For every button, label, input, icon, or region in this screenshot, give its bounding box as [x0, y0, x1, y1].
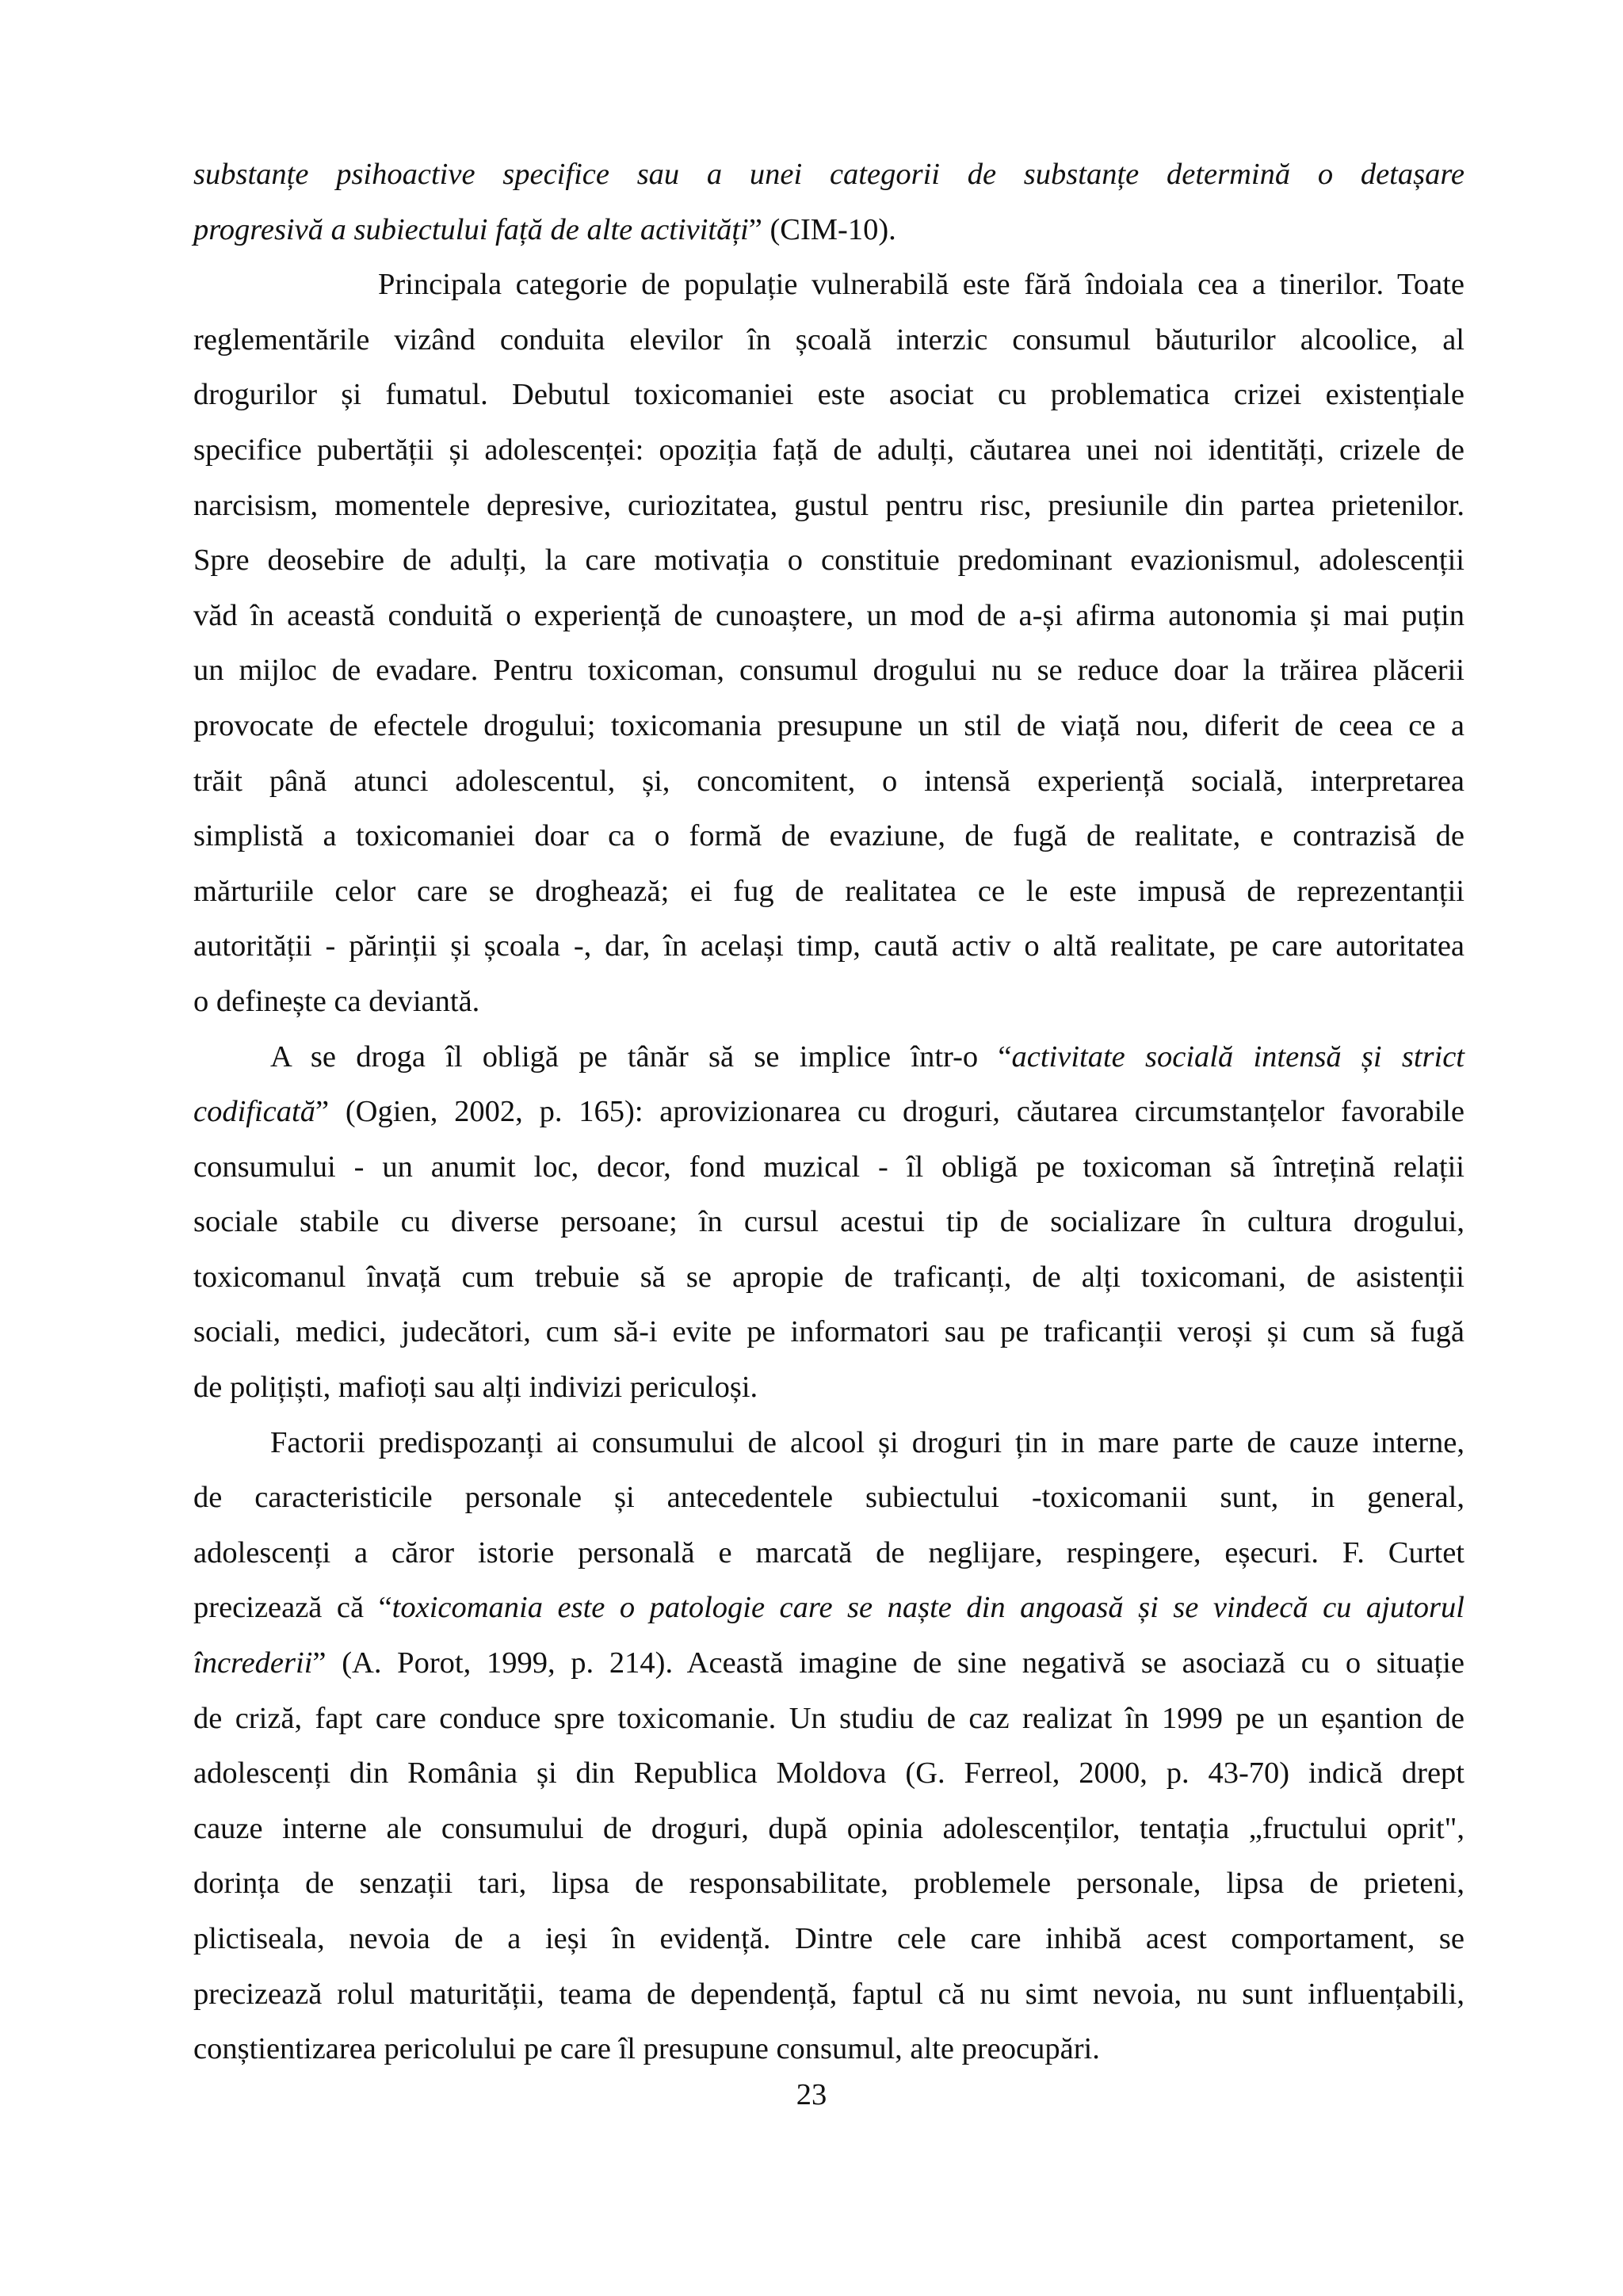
italic-text-segment: toxicomania este o patologie care se naște din angoasă și se vindecă cu ajutorul — [391, 1591, 1465, 1625]
text-line-08 — [193, 533, 1465, 589]
text-segment: sociale stabile cu diverse persoane; în cursul acestui tip de socializare în cultura drogului, — [193, 1205, 1465, 1239]
text-segment: de polițiști, mafioți sau alți indivizi periculoși. — [193, 1371, 758, 1405]
italic-text-segment: codificată — [193, 1095, 315, 1129]
text-line-14 — [193, 864, 1465, 920]
text-line-06 — [193, 423, 1465, 479]
text-segment: dorința de senzații tari, lipsa de responsabilitate, problemele personale, lipsa de prieteni, — [193, 1867, 1465, 1901]
text-segment: precizează rolul maturității, teama de dependență, faptul că nu simt nevoia, nu sunt influențabili, — [193, 1977, 1465, 2011]
text-segment: narcisism, momentele depresive, curiozitatea, gustul pentru risc, presiunile din partea prietenilor. — [193, 488, 1465, 522]
text-line-04 — [193, 313, 1465, 368]
italic-text-segment: substanțe psihoactive specifice sau a unei categorii de substanțe determină o detașare — [193, 158, 1465, 191]
text-line-12 — [193, 754, 1465, 810]
text-line-05 — [193, 368, 1465, 423]
text-line-24 — [193, 1416, 1465, 1471]
text-line-20 — [193, 1195, 1465, 1250]
text-segment: cauze interne ale consumului de droguri, după opinia adolescenților, tentația „fructului oprit", — [193, 1811, 1465, 1845]
text-segment: simplistă a toxicomaniei doar ca o formă de evaziune, de fugă de realitate, e contrazisă de — [193, 819, 1465, 853]
italic-text-segment: activitate socială intensă și strict — [1011, 1039, 1465, 1074]
text-segment: trăit până atunci adolescentul, și, concomitent, o intensă experiență socială, interpretarea — [193, 764, 1465, 798]
text-line-15 — [193, 919, 1465, 974]
text-segment: Factorii predispozanți ai consumului de alcool și droguri țin in mare parte de cauze interne, — [270, 1425, 1465, 1459]
text-line-16 — [193, 974, 1465, 1030]
text-line-23 — [193, 1360, 1465, 1416]
text-line-18 — [193, 1085, 1465, 1140]
text-segment: specifice pubertății și adolescenței: opoziția față de adulți, căutarea unei noi identități, crizele de — [193, 433, 1465, 467]
text-line-35 — [193, 2022, 1465, 2077]
text-segment: mărturiile celor care se droghează; ei fug de realitatea ce le este impusă de reprezentanții — [193, 874, 1465, 908]
text-segment: adolescenți a căror istorie personală e marcată de neglijare, respingere, eșecuri. F. Curtet — [193, 1535, 1465, 1569]
text-line-13 — [193, 809, 1465, 864]
text-line-33 — [193, 1912, 1465, 1967]
text-segment: ” (CIM-10). — [748, 212, 896, 246]
text-line-03 — [193, 257, 1465, 313]
text-segment: ” (A. Porot, 1999, p. 214). Această imagine de sine negativă se asociază cu o situație — [312, 1646, 1465, 1680]
text-line-29 — [193, 1691, 1465, 1747]
text-line-19 — [193, 1140, 1465, 1196]
text-line-32 — [193, 1856, 1465, 1912]
text-segment: ” (Ogien, 2002, p. 165): aprovizionarea cu droguri, căutarea circumstanțelor favorabile — [315, 1095, 1465, 1129]
text-segment: un mijloc de evadare. Pentru toxicoman, consumul drogului nu se reduce doar la trăirea plăcerii — [193, 654, 1465, 688]
text-segment: sociali, medici, judecători, cum să-i evite pe informatori sau pe traficanții veroși și cum să fugă — [193, 1315, 1465, 1349]
italic-text-segment: progresivă a subiectului față de alte activități — [193, 212, 749, 246]
italic-text-segment: încrederii — [193, 1646, 313, 1680]
text-segment: o definește ca deviantă. — [193, 984, 480, 1018]
text-line-34 — [193, 1967, 1465, 2023]
text-line-31 — [193, 1802, 1465, 1857]
text-segment: Principala categorie de populație vulnerabilă este fără îndoiala cea a tinerilor. Toate — [378, 268, 1465, 302]
text-line-30 — [193, 1746, 1465, 1802]
text-segment: plictiseala, nevoia de a ieși în evidență. Dintre cele care inhibă acest comportament, se — [193, 1922, 1465, 1955]
text-segment: de caracteristicile personale și antecedentele subiectului -toxicomanii sunt, in general, — [193, 1481, 1465, 1515]
text-line-22 — [193, 1305, 1465, 1360]
text-segment: precizează că “ — [193, 1591, 392, 1625]
body-text — [193, 147, 1465, 2077]
text-line-25 — [193, 1470, 1465, 1526]
text-segment: conștientizarea pericolului pe care îl presupune consumul, alte preocupări. — [193, 2032, 1100, 2066]
text-segment: drogurilor și fumatul. Debutul toxicomaniei este asociat cu problematica crizei existențiale — [193, 378, 1465, 412]
text-line-02 — [193, 203, 1465, 258]
text-line-17 — [193, 1030, 1465, 1085]
text-segment: A se droga îl obligă pe tânăr să se implice într-o “ — [270, 1039, 1012, 1074]
text-segment: văd în această conduită o experiență de cunoaștere, un mod de a-și afirma autonomia și mai puțin — [193, 598, 1465, 632]
text-line-01 — [193, 147, 1465, 203]
text-line-09 — [193, 589, 1465, 644]
text-line-10 — [193, 643, 1465, 699]
text-line-11 — [193, 699, 1465, 754]
text-line-21 — [193, 1250, 1465, 1306]
text-segment: reglementările vizând conduita elevilor în școală interzic consumul băuturilor alcoolice, al — [193, 322, 1465, 357]
text-segment: toxicomanul învață cum trebuie să se apropie de traficanți, de alți toxicomani, de asistenții — [193, 1260, 1465, 1294]
text-segment: Spre deosebire de adulți, la care motivația o constituie predominant evazionismul, adolescenții — [193, 543, 1465, 578]
text-line-27 — [193, 1581, 1465, 1636]
page-number: 23 — [796, 2078, 827, 2111]
text-segment: adolescenți din România și din Republica Moldova (G. Ferreol, 2000, p. 43-70) indică drept — [193, 1756, 1465, 1791]
text-segment: autorității - părinții și școala -, dar, în același timp, caută activ o altă realitate, pe care autoritatea — [193, 929, 1465, 963]
text-line-26 — [193, 1526, 1465, 1581]
text-line-07 — [193, 479, 1465, 534]
text-line-28 — [193, 1636, 1465, 1691]
text-segment: consumului - un anumit loc, decor, fond muzical - îl obligă pe toxicoman să întrețină relații — [193, 1150, 1465, 1184]
text-segment: de criză, fapt care conduce spre toxicomanie. Un studiu de caz realizat în 1999 pe un eșantion de — [193, 1701, 1465, 1735]
text-segment: provocate de efectele drogului; toxicomania presupune un stil de viață nou, diferit de ceea ce a — [193, 708, 1465, 742]
